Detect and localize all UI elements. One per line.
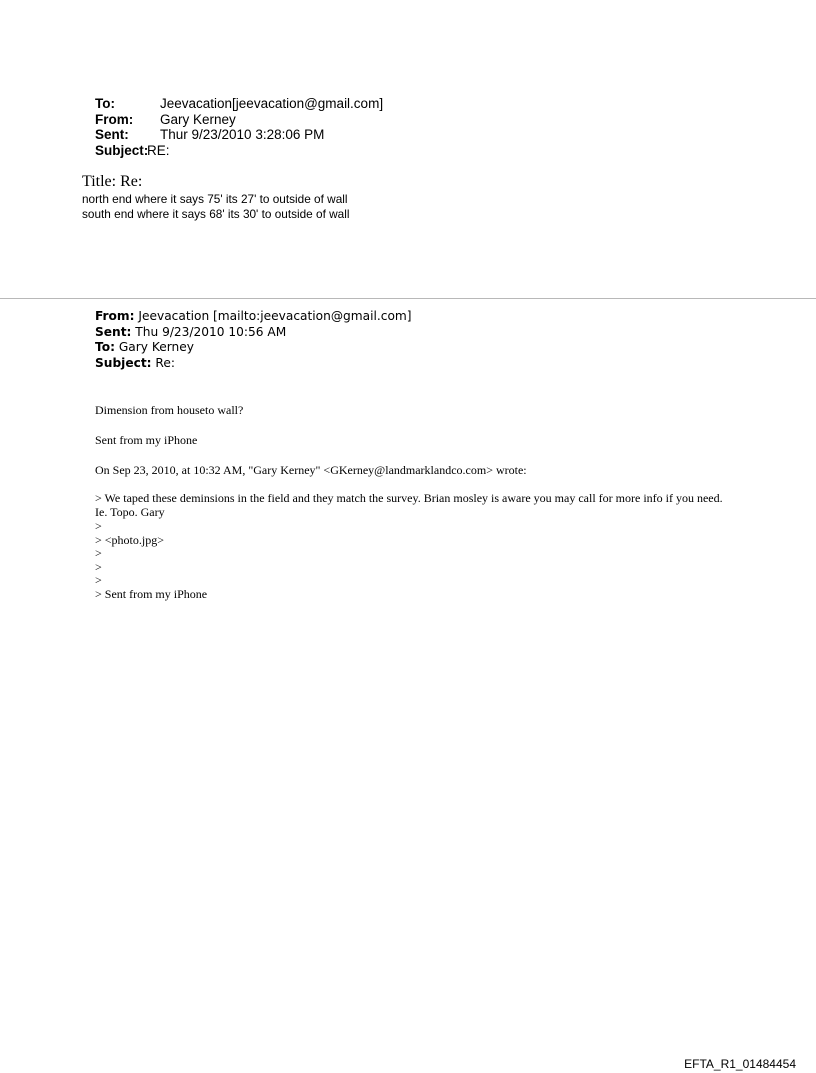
quoted-line: > (95, 519, 102, 533)
forwarded-header (95, 309, 412, 371)
subject-value: RE: (147, 142, 170, 158)
fwd-from-value: Jeevacation [mailto:jeevacation@gmail.com] (134, 309, 412, 323)
quoted-block (95, 520, 735, 601)
sent-row (95, 127, 383, 143)
subject-row (95, 143, 383, 159)
signature-text: Sent from my iPhone (95, 433, 198, 447)
reply-line: north end where it says 75' its 27' to outside of wall (82, 192, 348, 206)
fwd-subject-label: Subject: (95, 355, 152, 370)
quoted-line: > <photo.jpg> (95, 532, 164, 547)
from-row (95, 112, 383, 128)
divider (0, 298, 816, 299)
subject-label: Subject: (95, 142, 149, 158)
reply-line: south end where it says 68' its 30' to outside of wall (82, 207, 350, 221)
message-title: Title: Re: (82, 173, 143, 190)
quoted-line: > (95, 559, 102, 574)
fwd-to-row (95, 340, 412, 356)
quoted-line: > (95, 546, 102, 560)
fwd-sent-value: Thu 9/23/2010 10:56 AM (131, 324, 287, 339)
to-row (95, 96, 383, 112)
fwd-subject-value: Re: (151, 355, 175, 370)
quoted-line: > (95, 573, 102, 587)
quoted-line: > Sent from my iPhone (95, 586, 208, 601)
question-text: Dimension from houseto wall? (95, 403, 244, 417)
fwd-from-label: From: (95, 309, 135, 323)
fwd-subject-row (95, 356, 412, 372)
document-id: EFTA_R1_01484454 (684, 1057, 796, 1071)
sent-value: Thur 9/23/2010 3:28:06 PM (160, 127, 325, 142)
from-value: Gary Kerney (160, 111, 236, 127)
reply-body (82, 192, 349, 222)
to-value: Jeevacation[jeevacation@gmail.com] (160, 96, 384, 111)
quoted-paragraph: > We taped these deminsions in the field and they match the survey. Brian mosley is aware you may call for more info if you need. Ie. Topo. Gary (95, 491, 723, 519)
fwd-sent-row (95, 325, 412, 341)
email-header (95, 96, 383, 158)
fwd-from-row (95, 309, 412, 325)
attribution-text: On Sep 23, 2010, at 10:32 AM, "Gary Kerney" <GKerney@landmarklandco.com> wrote: (95, 463, 527, 477)
fwd-to-value: Gary Kerney (114, 340, 194, 354)
from-label: From: (95, 111, 134, 127)
fwd-to-label: To: (95, 340, 115, 354)
sent-label: Sent: (95, 127, 129, 142)
fwd-sent-label: Sent: (95, 324, 132, 339)
to-label: To: (95, 96, 115, 111)
